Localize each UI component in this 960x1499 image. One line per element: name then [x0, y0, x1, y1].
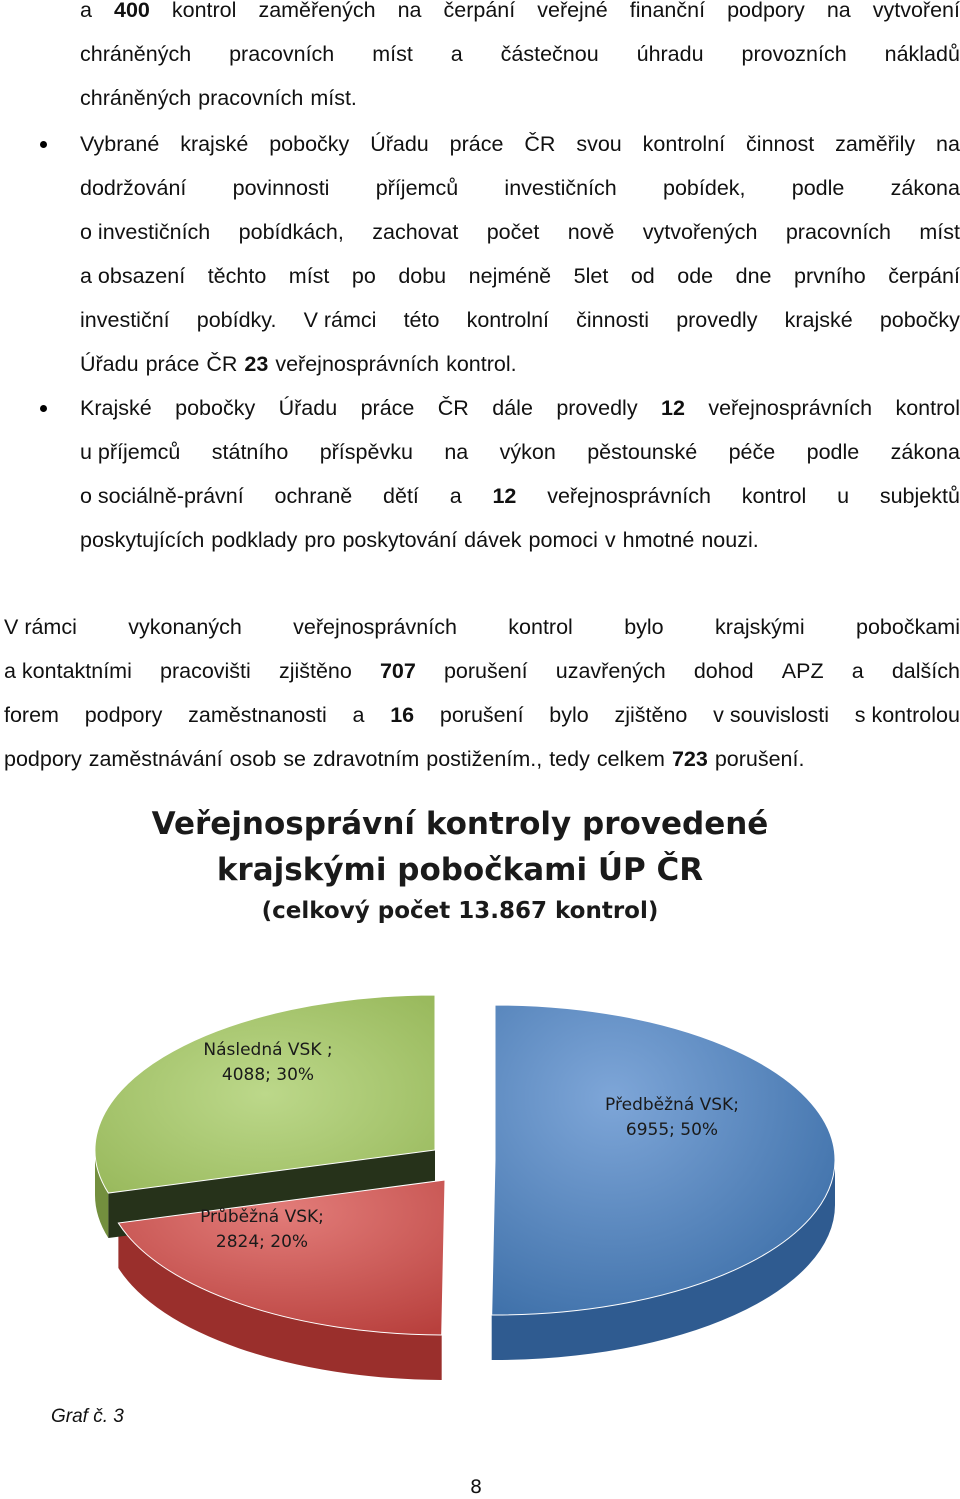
- word: kontrolní: [466, 308, 550, 332]
- text-line: [4, 649, 960, 693]
- word: pracovních: [198, 86, 304, 110]
- word: na: [936, 132, 960, 156]
- word: pobočkami: [856, 615, 960, 639]
- word: 707: [379, 659, 416, 683]
- word: míst.: [310, 86, 357, 110]
- word: kontrol: [895, 396, 960, 420]
- word: míst: [372, 42, 413, 66]
- word: v: [604, 528, 616, 552]
- word: veřejnosprávních: [293, 615, 457, 639]
- word: dodržování: [80, 176, 187, 200]
- word: dalších: [891, 659, 960, 683]
- word: 12: [660, 396, 685, 420]
- word: příspěvku: [319, 440, 413, 464]
- word: 400: [113, 0, 150, 22]
- text-line: [4, 737, 960, 781]
- word: práce: [145, 352, 200, 376]
- word: na: [444, 440, 469, 464]
- word: kontrol: [171, 0, 237, 22]
- word: krajskými: [715, 615, 805, 639]
- word: a: [80, 0, 92, 22]
- word: krajské: [180, 132, 249, 156]
- word: postižením.,: [426, 747, 543, 771]
- word: uzavřených: [555, 659, 666, 683]
- word: veřejnosprávních: [708, 396, 873, 420]
- pie-data-value: 6955; 50%: [625, 1120, 719, 1140]
- word: chráněných: [80, 42, 192, 66]
- text-line: [80, 386, 960, 430]
- word: ochraně: [274, 484, 353, 508]
- word: dále: [492, 396, 533, 420]
- word: investiční: [80, 308, 170, 332]
- word: zaměřily: [835, 132, 916, 156]
- text-line: [80, 122, 960, 166]
- word: míst: [288, 264, 330, 288]
- word: zaměstnávání: [88, 747, 223, 771]
- word: na: [826, 0, 851, 22]
- word: APZ: [781, 659, 824, 683]
- word: 723: [671, 747, 708, 771]
- pie-data-value: 2824; 20%: [215, 1232, 309, 1252]
- word: v souvislosti: [713, 703, 830, 727]
- word: práce: [449, 132, 504, 156]
- word: ode: [677, 264, 714, 288]
- word: míst: [919, 220, 960, 244]
- word: V rámci: [4, 615, 77, 639]
- word: hmotné: [622, 528, 695, 552]
- word: a: [450, 42, 463, 66]
- word: po: [351, 264, 376, 288]
- word: dobu: [398, 264, 447, 288]
- word: osob: [229, 747, 277, 771]
- word: u: [837, 484, 850, 508]
- summary-paragraph: [4, 605, 960, 781]
- word: této: [403, 308, 440, 332]
- word: ČR: [206, 352, 238, 376]
- word: o investičních: [80, 220, 211, 244]
- word: bylo: [549, 703, 589, 727]
- page-number: 8: [470, 1476, 483, 1498]
- word: Krajské: [80, 396, 152, 420]
- text-line: [80, 254, 960, 298]
- bullet-icon: [40, 405, 47, 412]
- word: kontrol: [741, 484, 807, 508]
- word: a: [449, 484, 462, 508]
- word: pracovních: [785, 220, 891, 244]
- word: podle: [791, 176, 845, 200]
- word: ČR: [437, 396, 469, 420]
- bullet-icon: [40, 141, 47, 148]
- word: svou: [576, 132, 622, 156]
- word: a kontaktními: [4, 659, 132, 683]
- word: dětí: [383, 484, 419, 508]
- word: pracovišti: [160, 659, 251, 683]
- intro-bullet-tail: [80, 0, 960, 120]
- pie-data-value: 4088; 30%: [221, 1065, 315, 1085]
- word: zaměstnanosti: [188, 703, 327, 727]
- word: dne: [735, 264, 772, 288]
- word: prvního: [793, 264, 866, 288]
- chart-subtitle: (celkový počet 13.867 kontrol): [261, 898, 659, 924]
- pie-data-label: Předběžná VSK;: [605, 1095, 739, 1115]
- text-line: [80, 0, 960, 32]
- word: a obsazení: [80, 264, 186, 288]
- word: státního: [211, 440, 289, 464]
- word: od: [630, 264, 655, 288]
- word: čerpání: [443, 0, 516, 22]
- word: na: [397, 0, 422, 22]
- word: tedy: [549, 747, 590, 771]
- word: pobočky: [879, 308, 960, 332]
- word: investičních: [504, 176, 617, 200]
- text-line: [80, 430, 960, 474]
- word: kontrolní: [642, 132, 726, 156]
- word: dohod: [693, 659, 754, 683]
- word: nově: [567, 220, 615, 244]
- bullet-pestounska-pece: [80, 386, 960, 562]
- word: subjektů: [879, 484, 960, 508]
- word: pobídek,: [663, 176, 746, 200]
- chart-title-line1: Veřejnosprávní kontroly provedené: [151, 806, 769, 842]
- word: pobočky: [175, 396, 256, 420]
- text-line: [80, 518, 960, 562]
- word: pěstounské: [587, 440, 698, 464]
- word: pobočky: [269, 132, 350, 156]
- text-line: [80, 166, 960, 210]
- word: těchto: [207, 264, 267, 288]
- text-line: [4, 693, 960, 737]
- word: činnost: [746, 132, 815, 156]
- word: o sociálně-právní: [80, 484, 244, 508]
- word: pomoci: [528, 528, 598, 552]
- word: podpory: [84, 703, 163, 727]
- word: kontrol: [508, 615, 573, 639]
- word: zaměřených: [258, 0, 376, 22]
- word: částečnou: [500, 42, 599, 66]
- text-line: [4, 605, 960, 649]
- word: 12: [492, 484, 517, 508]
- word: výkon: [499, 440, 556, 464]
- word: forem: [4, 703, 59, 727]
- word: péče: [728, 440, 776, 464]
- word: veřejnosprávních: [547, 484, 711, 508]
- word: krajské: [784, 308, 853, 332]
- word: porušení.: [714, 747, 805, 771]
- text-line: [80, 32, 960, 76]
- word: s kontrolou: [854, 703, 960, 727]
- word: kontrol.: [446, 352, 517, 376]
- word: celkem: [596, 747, 665, 771]
- word: zdravotním: [312, 747, 420, 771]
- word: ČR: [524, 132, 556, 156]
- word: zjištěno: [614, 703, 688, 727]
- word: Úřadu: [80, 352, 139, 376]
- bullet-investicni-pobidky: [80, 122, 960, 386]
- text-line: [80, 474, 960, 518]
- word: 16: [390, 703, 415, 727]
- word: dávek: [464, 528, 522, 552]
- word: porušení: [443, 659, 528, 683]
- word: 23: [244, 352, 269, 376]
- word: provedly: [676, 308, 758, 332]
- text-line: [80, 76, 960, 120]
- word: 5let: [573, 264, 609, 288]
- word: a: [352, 703, 365, 727]
- word: bylo: [624, 615, 664, 639]
- word: počet: [486, 220, 540, 244]
- word: Vybrané: [80, 132, 160, 156]
- word: u příjemců: [80, 440, 181, 464]
- word: chráněných: [80, 86, 192, 110]
- pie-chart: [0, 960, 960, 1380]
- word: vytvoření: [872, 0, 960, 22]
- word: finanční: [629, 0, 706, 22]
- word: vykonaných: [128, 615, 242, 639]
- word: provedly: [556, 396, 638, 420]
- word: vytvořených: [642, 220, 758, 244]
- word: podpory: [4, 747, 82, 771]
- word: zjištěno: [278, 659, 352, 683]
- word: podklady: [211, 528, 298, 552]
- word: se: [283, 747, 306, 771]
- word: V rámci: [303, 308, 377, 332]
- word: čerpání: [888, 264, 960, 288]
- word: provozních: [741, 42, 847, 66]
- word: pracovních: [229, 42, 335, 66]
- word: nákladů: [884, 42, 960, 66]
- text-line: [80, 298, 960, 342]
- word: poskytování: [342, 528, 458, 552]
- word: nouzi.: [701, 528, 759, 552]
- pie-data-label: Následná VSK ;: [203, 1040, 333, 1060]
- chart-title-line2: krajskými pobočkami ÚP ČR: [216, 852, 704, 888]
- pie-data-label: Průběžná VSK;: [200, 1207, 324, 1227]
- word: pobídky.: [196, 308, 277, 332]
- word: poskytujících: [80, 528, 205, 552]
- word: příjemců: [375, 176, 459, 200]
- word: porušení: [439, 703, 524, 727]
- word: nejméně: [468, 264, 552, 288]
- word: úhradu: [636, 42, 704, 66]
- word: a: [851, 659, 864, 683]
- word: podpory: [727, 0, 805, 22]
- word: práce: [360, 396, 415, 420]
- word: činnosti: [576, 308, 650, 332]
- word: veřejné: [537, 0, 608, 22]
- word: veřejnosprávních: [275, 352, 440, 376]
- text-line: [80, 210, 960, 254]
- word: zákona: [890, 440, 960, 464]
- word: povinnosti: [232, 176, 330, 200]
- word: pro: [304, 528, 336, 552]
- word: pobídkách,: [238, 220, 344, 244]
- word: zákona: [890, 176, 960, 200]
- word: Úřadu: [370, 132, 429, 156]
- word: Úřadu: [278, 396, 338, 420]
- word: zachovat: [372, 220, 459, 244]
- figure-caption: Graf č. 3: [51, 1406, 124, 1427]
- word: podle: [806, 440, 860, 464]
- text-line: [80, 342, 960, 386]
